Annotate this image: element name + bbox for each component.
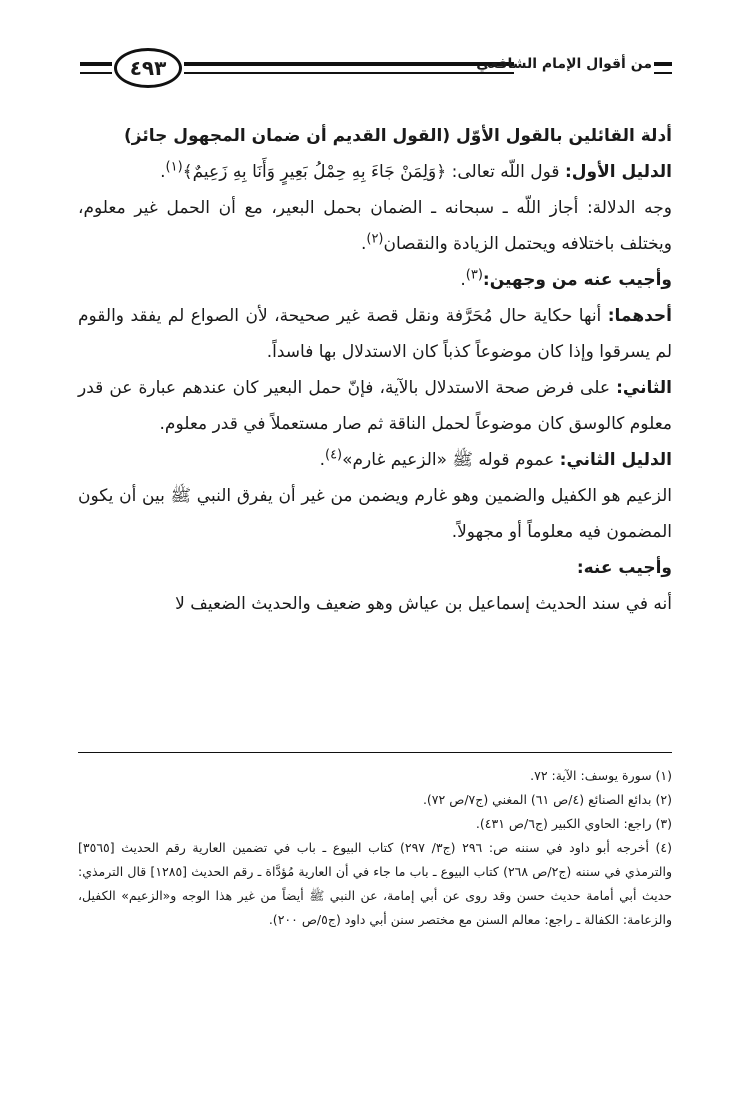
- section-heading: أدلة القائلين بالقول الأوّل (القول القديم أن ضمان المجهول جائز): [123, 126, 672, 146]
- footnote-ref-4: (٤): [324, 447, 343, 463]
- second-aspect-text: على فرض صحة الاستدلال بالآية، فإنّ حمل البعير كان عندهم عبارة عن قدر معلوم كالوسق كان موضوعاً لحمل الناقة ثم صار مستعملاً في قدر معلوم.: [78, 378, 672, 434]
- paragraph-reply-2: أنه في سند الحديث إسماعيل بن عياش وهو ضعيف والحديث الضعيف لا: [175, 594, 672, 614]
- footnote: (١) سورة يوسف: الآية: ٧٢.: [530, 768, 672, 783]
- first-aspect-text: أنها حكاية حال مُحَرَّفة ونقل قصة غير صحيحة، لأن الصواع لم يفقد والقوم لم يسرقوا وإذا كان موضوعاً كذباً كان الاستدلال بها فاسداً.: [78, 306, 672, 362]
- second-aspect-label: الثاني:: [616, 378, 672, 398]
- header-rule-left: [80, 62, 112, 74]
- main-text: [78, 118, 672, 622]
- paragraph-evidence-2: الدليل الثاني: عموم قوله ﷺ «الزعيم غارم»$^{(٤)}$.: [319, 447, 672, 470]
- header-rule-middle: [184, 62, 514, 74]
- page-number: ٤٩٣: [114, 48, 182, 88]
- paragraph-first-aspect: [78, 298, 672, 370]
- paragraph-second-aspect: [78, 370, 672, 442]
- footnote-ref-1: (١): [165, 159, 183, 175]
- inference-text: وجه الدلالة: أجاز اللّه ـ سبحانه ـ الضمان بحمل البعير، مع أن الحمل غير معلوم، ويختلف باختلافه ويحتمل الزيادة والنقصان: [78, 198, 672, 254]
- evidence-2-text: عموم قوله ﷺ «الزعيم غارم»: [342, 450, 560, 470]
- footnote-ref-3: (٣): [465, 267, 483, 283]
- paragraph-explanation: الزعيم هو الكفيل والضمين وهو غارم ويضمن من غير أن يفرق النبي ﷺ بين أن يكون المضمون فيه معلوماً أو مجهولاً.: [78, 486, 672, 542]
- evidence-1-label: الدليل الأول:: [564, 162, 672, 182]
- first-aspect-label: أحدهما:: [607, 306, 672, 326]
- evidence-1-text: قول اللّه تعالى: ﴿وَلِمَنْ جَاءَ بِهِ حِمْلُ بَعِيرٍ وَأَنَا بِهِ زَعِيمٌ﴾: [182, 162, 565, 182]
- paragraph-reply-1: وأجيب عنه من وجهين:$^{(٣)}$.: [460, 267, 672, 290]
- footnotes: [78, 764, 672, 932]
- evidence-2-label: الدليل الثاني:: [559, 450, 672, 470]
- reply-2-label: وأجيب عنه:: [576, 558, 672, 578]
- footnote-ref-2: (٢): [366, 231, 384, 247]
- header-rule-right: [654, 62, 672, 74]
- paragraph-inference: وجه الدلالة: أجاز اللّه ـ سبحانه ـ الضمان بحمل البعير، مع أن الحمل غير معلوم، ويختلف باختلافه ويحتمل الزيادة والنقصان$^{(٢)}$.: [78, 198, 672, 254]
- footnote-divider: [78, 752, 672, 753]
- footnote: (٢) بدائع الصنائع (٤/ص ٦١) المغني (ج٧/ص ٧٢).: [422, 792, 672, 807]
- reply-1-label: وأجيب عنه من وجهين:: [482, 270, 672, 290]
- footnote: (٣) راجع: الحاوي الكبير (ج٦/ص ٤٣١).: [475, 816, 672, 831]
- footnote: (٤) أخرجه أبو داود في سننه ص: ٢٩٦ (ج٣/ ٢٩٧) كتاب البيوع ـ باب في تضمين العارية رقم الحديث [٣٥٦٥] والترمذي في سننه (ج٢/ص ٢٦٨) كتاب البيوع ـ باب ما جاء في أن العارية مُؤدَّاة ـ رقم الحديث [١٢٨٥] قال الترمذي: حديث أبي أمامة حديث حسن وقد روى عن أبي إمامة، عن النبي ﷺ أيضاً من غير هذا الوجه و«الزعيم» الكفيل، والزعامة: الكفالة ـ راجع: معالم السنن مع مختصر سنن أبي داود (ج٥/ص ٢٠٠).: [78, 840, 673, 927]
- paragraph-evidence-1: الدليل الأول: قول اللّه تعالى: ﴿وَلِمَنْ جَاءَ بِهِ حِمْلُ بَعِيرٍ وَأَنَا بِهِ زَعِيمٌ﴾$^{(١)}$.: [160, 159, 672, 182]
- page-header: [80, 44, 672, 94]
- book-title: من أقوال الإمام الشافعي: [476, 56, 652, 72]
